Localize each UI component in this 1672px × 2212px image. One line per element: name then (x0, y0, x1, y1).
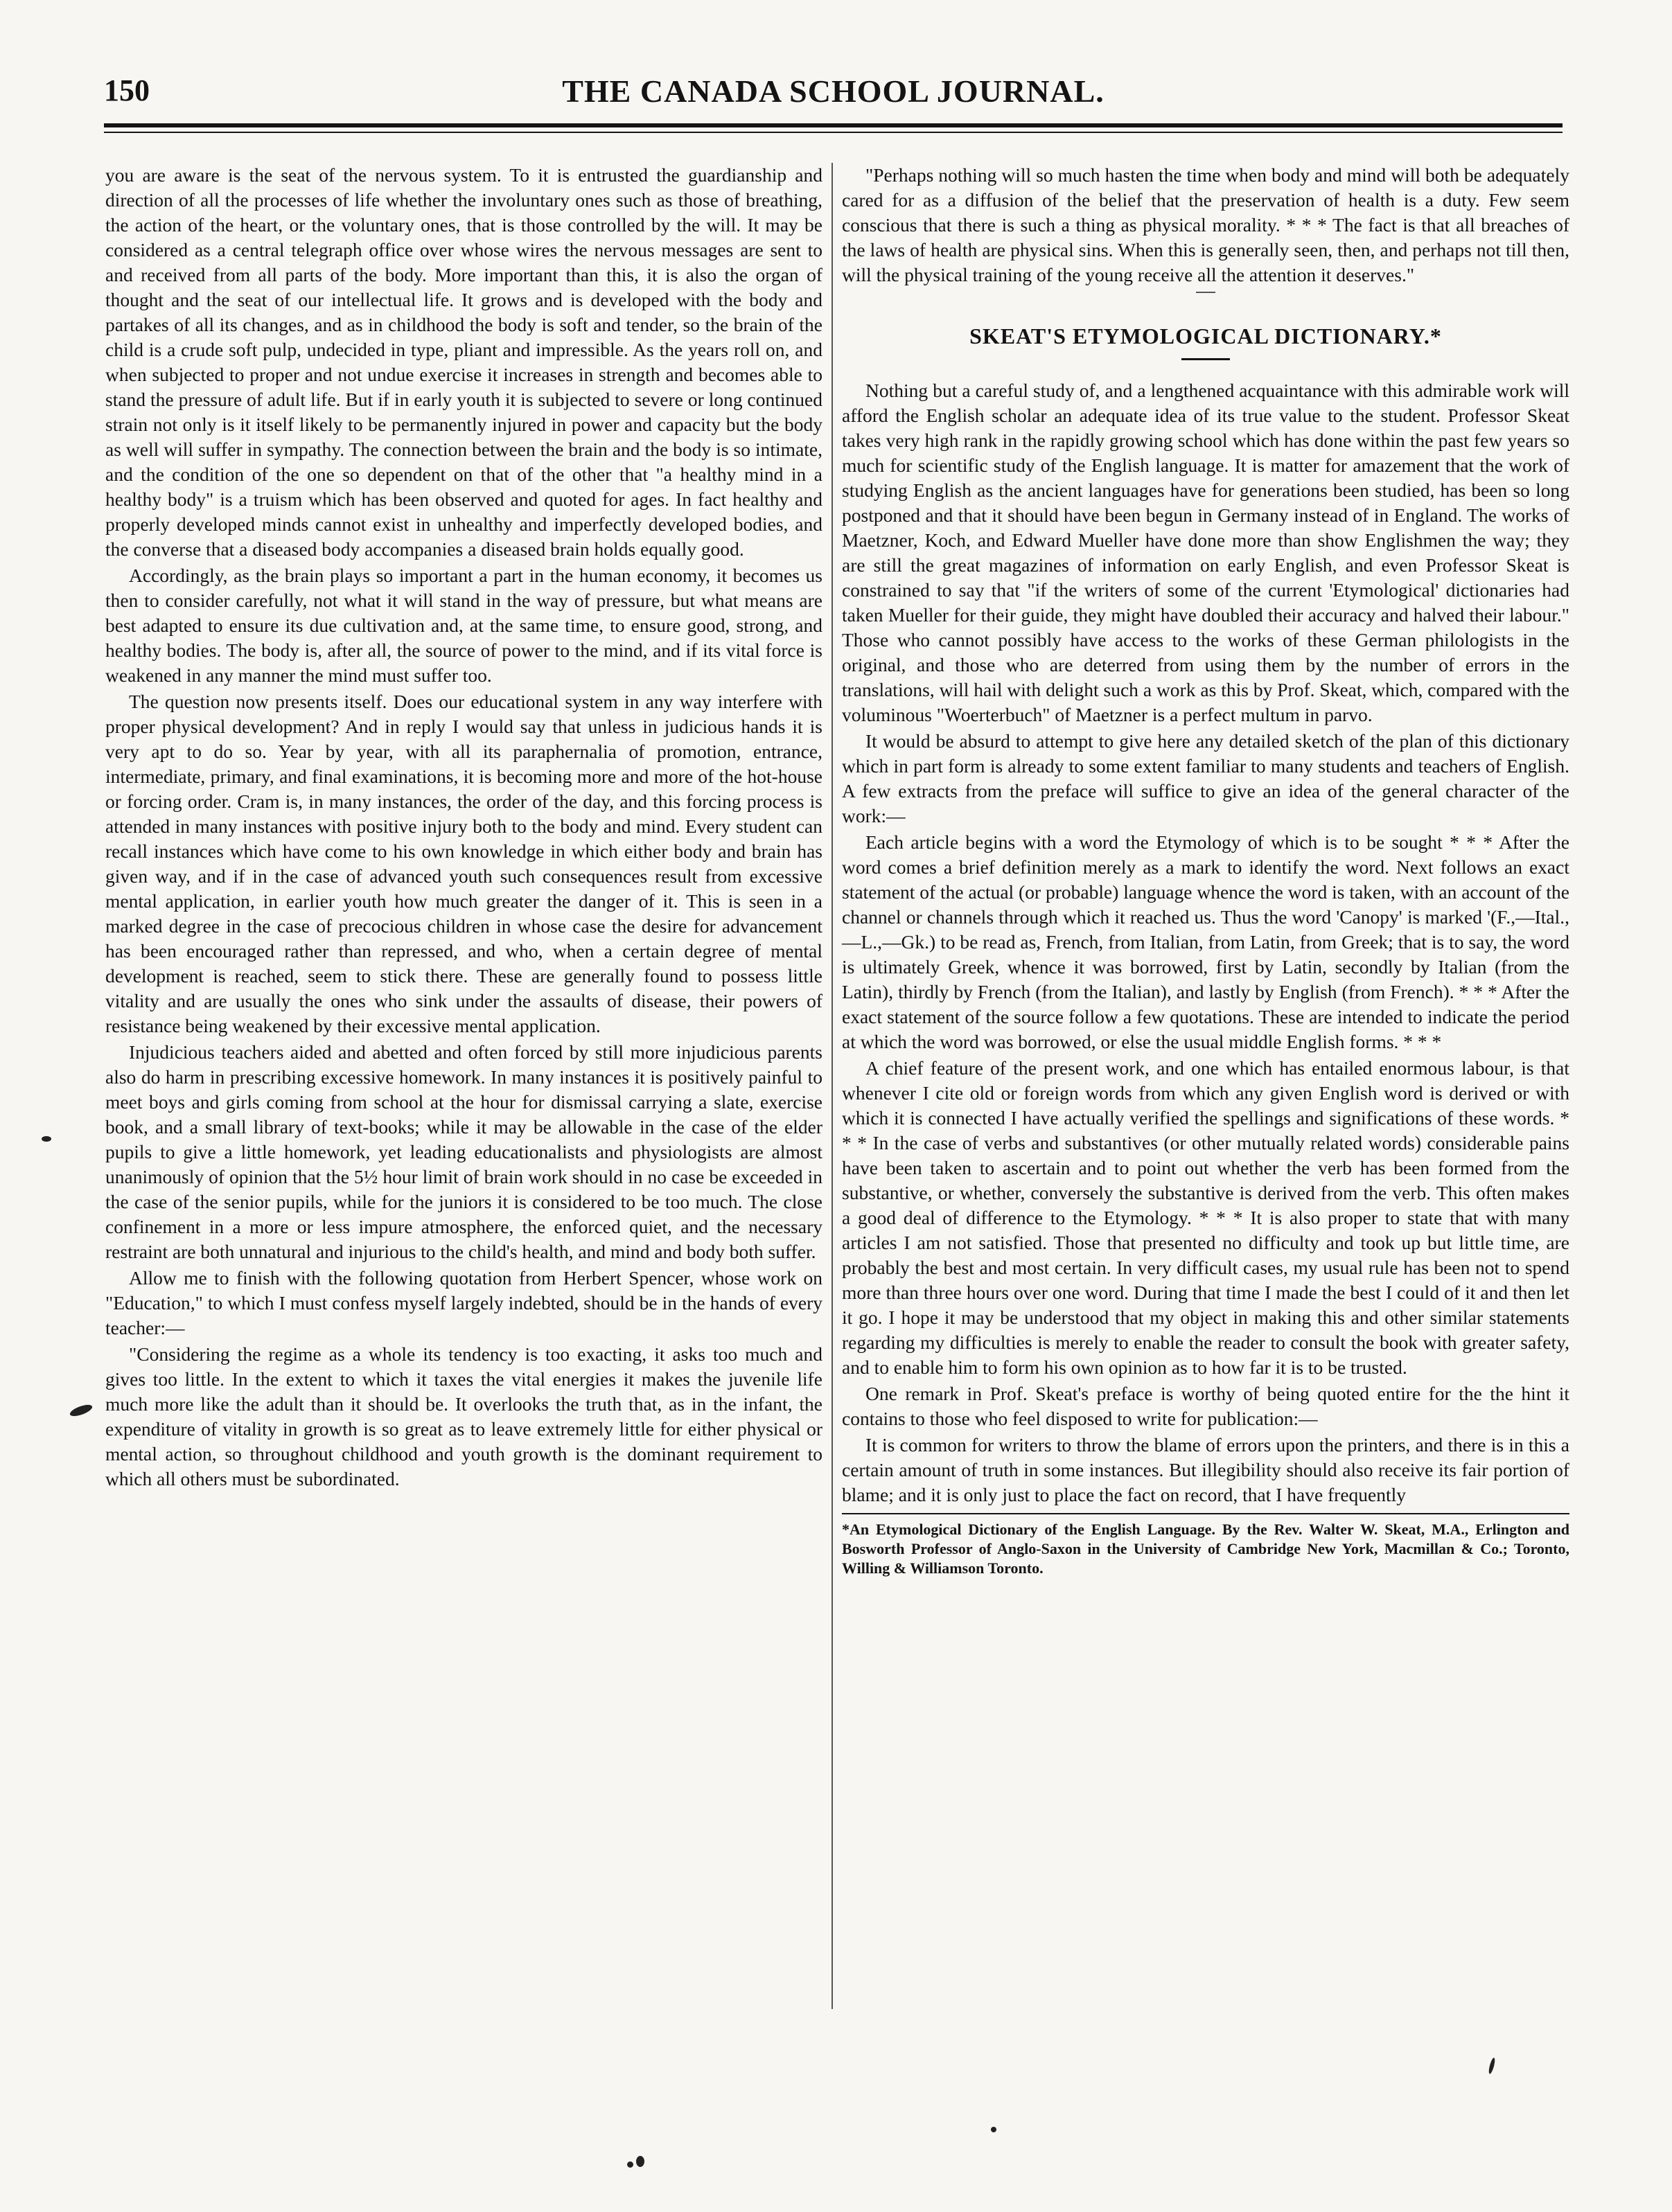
section-title: SKEAT'S ETYMOLOGICAL DICTIONARY.* (969, 324, 1442, 348)
right-paragraph-2: It would be absurd to attempt to give here any detailed sketch of the plan of this dictionary which in part form is already to some extent familiar to many students and teachers of English. A few extracts from the preface will suffice to give an idea of the general character of the work:— (842, 730, 1569, 826)
left-paragraph-5: Allow me to finish with the following quotation from Herbert Spencer, whose work on "Education," to which I must confess myself largely indebted, should be in the hands of every teacher:— (105, 1267, 822, 1338)
ink-speck (1488, 2058, 1496, 2075)
left-column (105, 163, 822, 1493)
quote-end-rule (1196, 292, 1215, 293)
ink-speck (69, 1403, 94, 1419)
right-paragraph-6: It is common for writers to throw the blame of errors upon the printers, and there is in this a certain amount of truth in some instances. But illegibility should also receive its fair portion of blame; and it is only just to place the fact on record, that I have frequently (842, 1434, 1569, 1505)
right-paragraph-4: A chief feature of the present work, and one which has entailed enormous labour, is that whenever I cite old or foreign words from which any given English word is derived or with which it is connected I have actually verified the spellings and significations of these words. * * * In the case of verbs and substantives (or other mutually related words) considerable pains have been taken to ascertain and to point out whether the verb has been formed from the substantive, or whether, conversely the substantive is derived from the verb. This often makes a good deal of difference to the Etymology. * * * It is also proper to state that with many articles I am not satisfied. Those that presented no difficulty and took up but little time, are probably the best and most certain. In very difficult cases, my usual rule has been not to spend more than three hours over one word. During that time I made the best I could of it and then let it go. I hope it may be understood that my object in making this and other similar statements regarding my difficulties is merely to enable the reader to consult the book with greater safety, and to enable him to form his own opinion as to how far it is to be trusted. (842, 1057, 1569, 1378)
page-number: 150 (104, 73, 150, 107)
spencer-quote-continued: "Perhaps nothing will so much hasten the time when body and mind will both be adequately cared for as a diffusion of the belief that the preservation of health is a duty. Few seem conscious that there is such a thing as physical morality. * * * The fact is that all breaches of the laws of health are physical sins. When this is generally seen, then, and perhaps not till then, will the physical training of the young receive all the attention it deserves." (842, 164, 1569, 285)
page-header (104, 66, 1563, 121)
left-paragraph-2: Accordingly, as the brain plays so important a part in the human economy, it becomes us then to consider carefully, not what it will stand in the way of pressure, but what means are best adapted to ensure its due cultivation and, at the same time, to ensure good, strong, and healthy bodies. The body is, after all, the source of power to the mind, and if its vital force is weakened in any manner the mind must suffer too. (105, 565, 822, 686)
section-title-rule (1181, 358, 1230, 360)
ink-speck (42, 1136, 51, 1142)
footnote-rule (842, 1513, 1569, 1514)
header-rule-thin (104, 132, 1563, 133)
right-paragraph-5: One remark in Prof. Skeat's preface is worthy of being quoted entire for the the hint it contains to those who feel disposed to write for publication:— (842, 1383, 1569, 1429)
journal-title: THE CANADA SCHOOL JOURNAL. (562, 73, 1105, 109)
ink-speck (627, 2161, 633, 2168)
left-paragraph-1: you are aware is the seat of the nervous system. To it is entrusted the guardianship and direction of all the processes of life whether the involuntary ones such as those of breathing, the action of the heart, or the voluntary ones, that is those controlled by the will. It may be considered as a central telegraph office over whose wires the nervous messages are sent to and received from all parts of the body. More important than this, it is also the organ of thought and the seat of our intellectual life. It grows and is developed with the body and partakes of all its changes, and as in childhood the body is soft and tender, so the brain of the child is a crude soft pulp, undecided in type, pliant and impressible. As the years roll on, and when subjected to proper and not undue exercise it increases in strength and becomes able to stand the pressure of adult life. But if in early youth it is subjected to severe or long continued strain not only is it itself likely to be permanently injured in power and capacity but the body as well will suffer in sympathy. The connection between the brain and the body is so intimate, and the condition of the one so dependent on that of the other that "a healthy mind in a healthy body" is a truism which has been observed and quoted for ages. In fact healthy and properly developed minds cannot exist in unhealthy and imperfectly developed bodies, and the converse that a diseased body accompanies a diseased brain holds equally good. (105, 164, 822, 560)
ink-speck (991, 2127, 996, 2132)
left-paragraph-3: The question now presents itself. Does our educational system in any way interfere with proper physical development? And in reply I would say that unless in judicious hands it is very apt to do so. Year by year, with all its paraphernalia of promotion, entrance, intermediate, primary, and final examinations, it is becoming more and more of the hot-house or forcing order. Cram is, in many instances, the order of the day, and this forcing process is attended in many instances with positive injury both to the body and mind. Every student can recall instances which have come to his own knowledge in which either body and brain has given way, and if in the case of advanced youth such consequences result from excessive mental application, in earlier youth how much greater the danger of it. This is seen in a marked degree in the case of precocious children in whose case the desire for advancement has been encouraged rather than repressed, and who, when a certain degree of mental development is reached, seem to stick there. These are generally found to possess little vitality and are usually the ones who sink under the assaults of disease, their powers of resistance being weakened by their excessive mental application. (105, 691, 822, 1036)
left-paragraph-4: Injudicious teachers aided and abetted and often forced by still more injudicious parents also do harm in prescribing excessive homework. In many instances it is positively painful to meet boys and girls coming from school at the hour for dismissal carrying a slate, exercise book, and a small library of text-books; while it may be allowable in the case of the elder pupils to give a little homework, yet leading educationalists and physiologists are almost unanimously of opinion that the 5½ hour limit of brain work should in no case be exceeded in the case of the senior pupils, while for the juniors it is considered to be too much. The close confinement in a more or less impure atmosphere, the enforced quiet, and the necessary restraint are both unnatural and injurious to the child's health, and mind and body both suffer. (105, 1041, 822, 1262)
column-divider (831, 163, 833, 2009)
left-paragraph-6: "Considering the regime as a whole its tendency is too exacting, it asks too much and gives too little. In the extent to which it taxes the vital energies it makes the juvenile life much more like the adult than it should be. It overlooks the truth that, as in the infant, the expenditure of vitality in growth is so great as to leave extremely little for either physical or mental action, so throughout childhood and youth growth is the dominant requirement to which all others must be subordinated. (105, 1343, 822, 1489)
header-rule-thick (104, 123, 1563, 127)
right-paragraph-3: Each article begins with a word the Etymology of which is to be sought * * * After the word comes a brief definition merely as a mark to identify the word. Next follows an exact statement of the actual (or probable) language whence the word is taken, with an account of the channel or channels through which it reached us. Thus the word 'Canopy' is marked '(F.,—Ital.,—L.,—Gk.) to be read as, French, from Italian, from Latin, from Greek; that is to say, the word is ultimately Greek, whence it was borrowed, first by Latin, secondly by Italian (from the Latin), thirdly by French (from the Italian), and lastly by English (from French). * * * After the exact statement of the source follow a few quotations. These are intended to indicate the period at which the word was borrowed, or else the usual middle English forms. * * * (842, 831, 1569, 1052)
right-paragraph-1: Nothing but a careful study of, and a lengthened acquaintance with this admirable work will afford the English scholar an adequate idea of its true value to the student. Professor Skeat takes very high rank in the rapidly growing school which has done within the past few years so much for scientific study of the English language. It is matter for amazement that the work of studying English as the ancient languages have for generations been studied, has been so long postponed and that it should have been begun in Germany instead of in England. The works of Maetzner, Koch, and Edward Mueller have done more than show Englishmen the way; they are still the great magazines of information on early English, and even Professor Skeat is constrained to say that "if the writers of some of the current 'Etymological' dictionaries had taken Mueller for their guide, they might have doubled their accuracy and halved their labour." Those who cannot possibly have access to the works of these German philologists in the original, and those who are deterred from using them by the number of errors in the translations, will hail with delight such a work as this by Prof. Skeat, which, compared with the voluminous "Woerterbuch" of Maetzner is a perfect multum in parvo. (842, 380, 1569, 725)
ink-speck (636, 2156, 644, 2167)
footnote: *An Etymological Dictionary of the English Language. By the Rev. Walter W. Skeat, M.A., Erlington and Bosworth Professor of Anglo-Saxon in the University of Cambridge New York, Macmillan & Co.; Toronto, Willing & Williamson Toronto. (842, 1521, 1569, 1577)
right-column (842, 163, 1569, 1578)
